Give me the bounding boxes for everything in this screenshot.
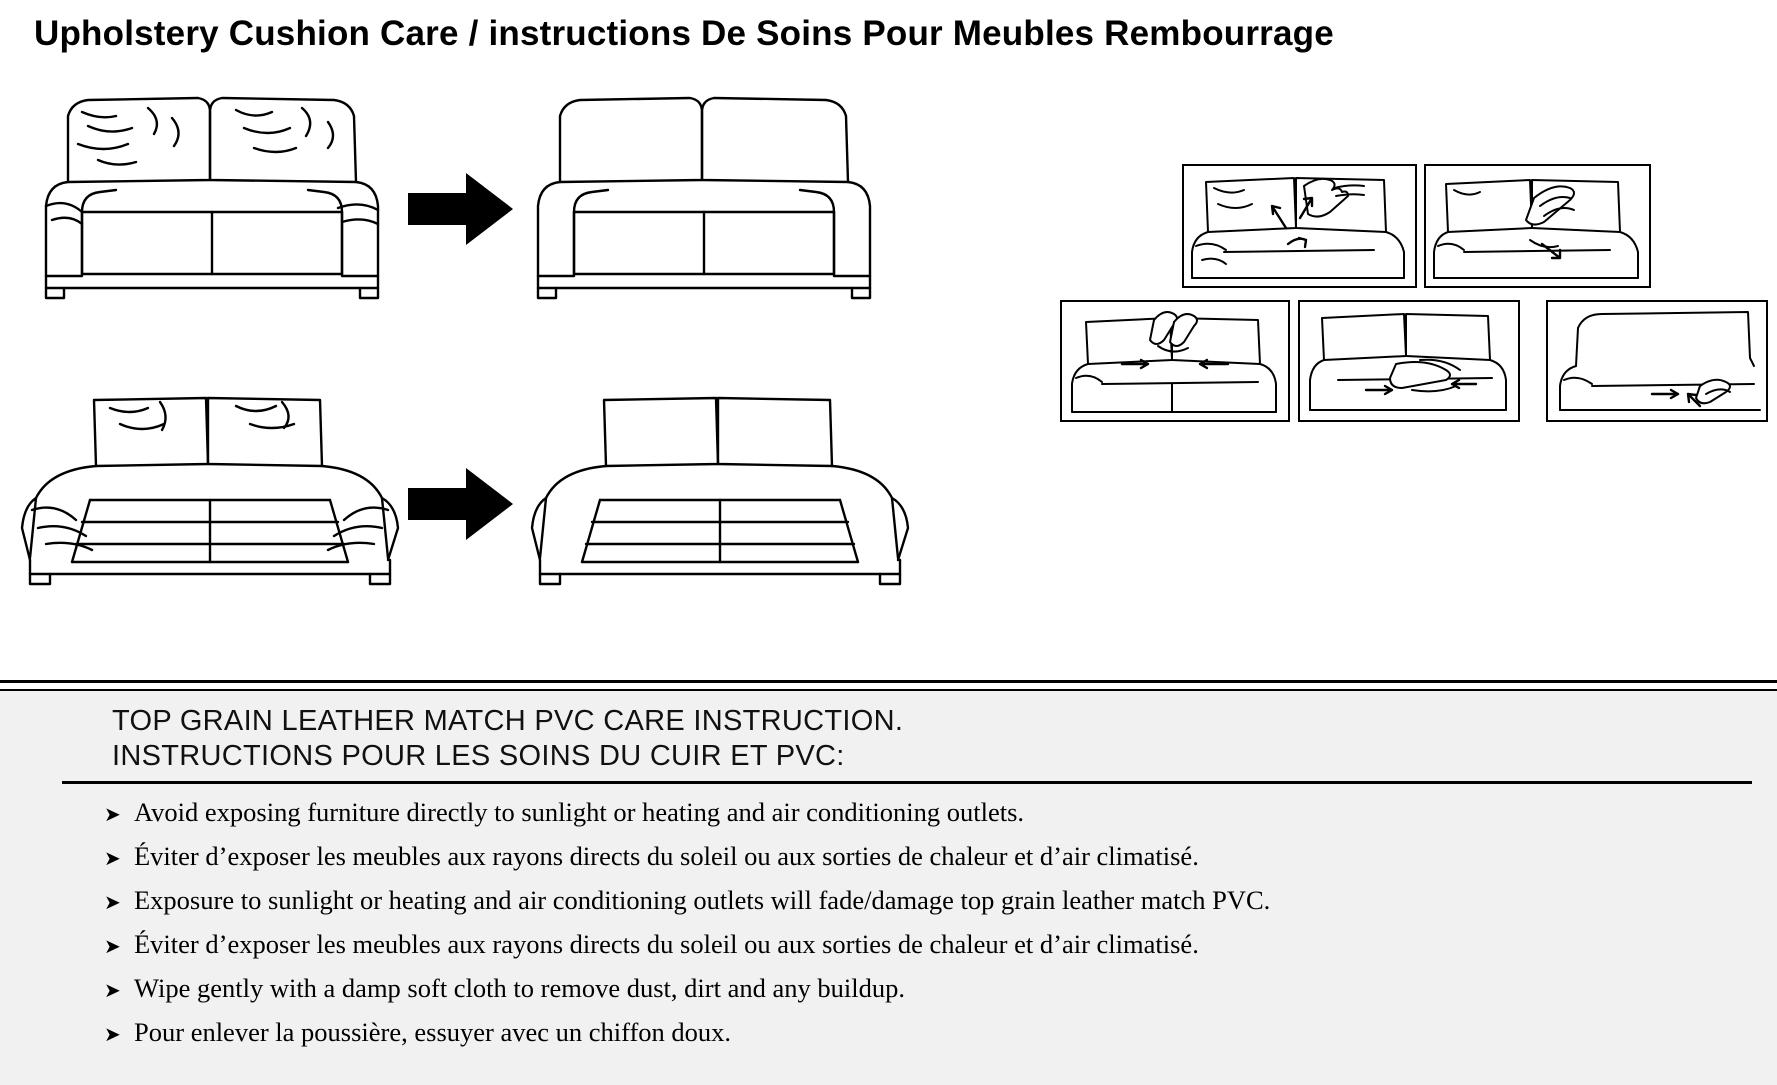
sofa-after-smoothed bbox=[520, 378, 920, 593]
bullet-icon: ➤ bbox=[104, 1024, 121, 1046]
list-item bbox=[100, 840, 1750, 875]
care-instruction-block bbox=[0, 691, 1777, 1085]
bullet-icon: ➤ bbox=[104, 848, 121, 870]
care-heading-line2: INSTRUCTIONS POUR LES SOINS DU CUIR ET PVC: bbox=[112, 740, 845, 772]
care-bullet-list bbox=[100, 796, 1750, 1060]
care-heading bbox=[112, 704, 1712, 774]
bullet-icon: ➤ bbox=[104, 804, 121, 826]
bullet-text: Exposure to sunlight or heating and air conditioning outlets will fade/damage top grain leather match PVC. bbox=[134, 885, 1271, 915]
sofa-before-wrinkled bbox=[10, 378, 410, 593]
right-arrow-row1 bbox=[408, 173, 513, 250]
step-panel-3 bbox=[1060, 300, 1290, 422]
bullet-text: Pour enlever la poussière, essuyer avec un chiffon doux. bbox=[134, 1017, 732, 1047]
step-panel-1 bbox=[1182, 164, 1417, 288]
divider-line-top bbox=[0, 680, 1777, 683]
right-arrow-row2 bbox=[408, 468, 513, 545]
bullet-text: Wipe gently with a damp soft cloth to remove dust, dirt and any buildup. bbox=[134, 973, 905, 1003]
list-item bbox=[100, 1016, 1750, 1051]
step-panel-2 bbox=[1424, 164, 1651, 288]
page-title: Upholstery Cushion Care / instructions De Soins Pour Meubles Rembourrage bbox=[34, 14, 1334, 53]
bullet-text: Éviter d’exposer les meubles aux rayons directs du soleil ou aux sorties de chaleur et d’air climatisé. bbox=[134, 841, 1199, 871]
care-heading-underline bbox=[62, 781, 1752, 784]
list-item bbox=[100, 796, 1750, 831]
loveseat-before-wrinkled bbox=[38, 88, 388, 303]
list-item bbox=[100, 884, 1750, 919]
step-panel-5 bbox=[1546, 300, 1768, 422]
care-heading-line1: TOP GRAIN LEATHER MATCH PVC CARE INSTRUCTION. bbox=[112, 705, 904, 737]
bullet-icon: ➤ bbox=[104, 980, 121, 1002]
bullet-icon: ➤ bbox=[104, 892, 121, 914]
bullet-text: Éviter d’exposer les meubles aux rayons directs du soleil ou aux sorties de chaleur et d’air climatisé. bbox=[134, 929, 1199, 959]
list-item bbox=[100, 928, 1750, 963]
step-panel-4 bbox=[1298, 300, 1520, 422]
loveseat-after-smoothed bbox=[530, 88, 880, 303]
bullet-icon: ➤ bbox=[104, 936, 121, 958]
list-item bbox=[100, 972, 1750, 1007]
bullet-text: Avoid exposing furniture directly to sunlight or heating and air conditioning outlets. bbox=[134, 797, 1025, 827]
illustration-area bbox=[0, 78, 1777, 678]
